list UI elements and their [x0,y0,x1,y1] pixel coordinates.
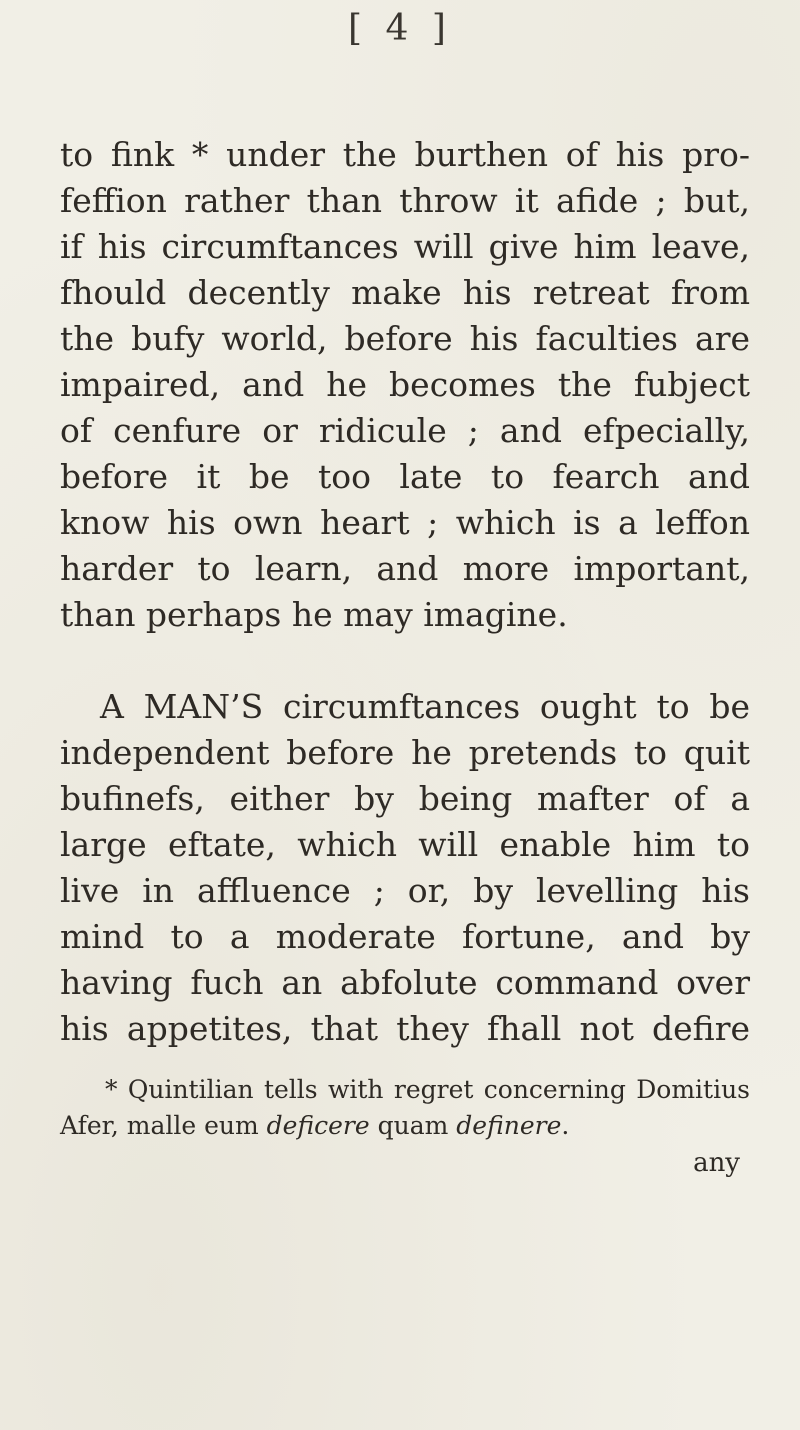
text-line: know his own heart ; which is a leffon [60,503,750,542]
text-line: having fuch an abfolute command over [60,963,750,1002]
text-line: A MAN’S circumftances ought to be [100,687,750,726]
footnote-italic-word: definere [456,1111,562,1140]
catchword: any [693,1148,740,1178]
footnote-italic-word: deficere [266,1111,370,1140]
page-number: [ 4 ] [348,8,452,49]
text-line: impaired, and he becomes the fubject [60,365,750,404]
text-line: mind to a moderate fortune, and by [60,917,750,956]
text-line: independent before he pretends to quit [60,733,750,772]
text-line: fhould decently make his retreat from [60,273,750,312]
footnote-text: . [561,1111,570,1140]
text-line: if his circumftances will give him leave, [60,227,750,266]
text-line: harder to learn, and more important, [60,549,750,588]
text-line: to fink * under the burthen of his pro- [60,135,750,174]
footnote-line: * Quintilian tells with regret concerning Domitius [105,1075,750,1104]
footnote-text: quam [369,1111,457,1140]
text-line: of cenfure or ridicule ; and efpecially, [60,411,750,450]
text-line: before it be too late to fearch and [60,457,750,496]
footnote-line [60,1108,750,1144]
text-line: feffion rather than throw it afide ; but, [60,181,750,220]
text-line: his appetites, that they fhall not defire [60,1009,750,1048]
text-line: bufinefs, either by being mafter of a [60,779,750,818]
footnote-text: Afer, malle eum [60,1111,267,1140]
text-line: than perhaps he may imagine. [60,595,568,634]
text-line: live in affluence ; or, by levelling his [60,871,750,910]
text-line: large eftate, which will enable him to [60,825,750,864]
text-line: the bufy world, before his faculties are [60,319,750,358]
